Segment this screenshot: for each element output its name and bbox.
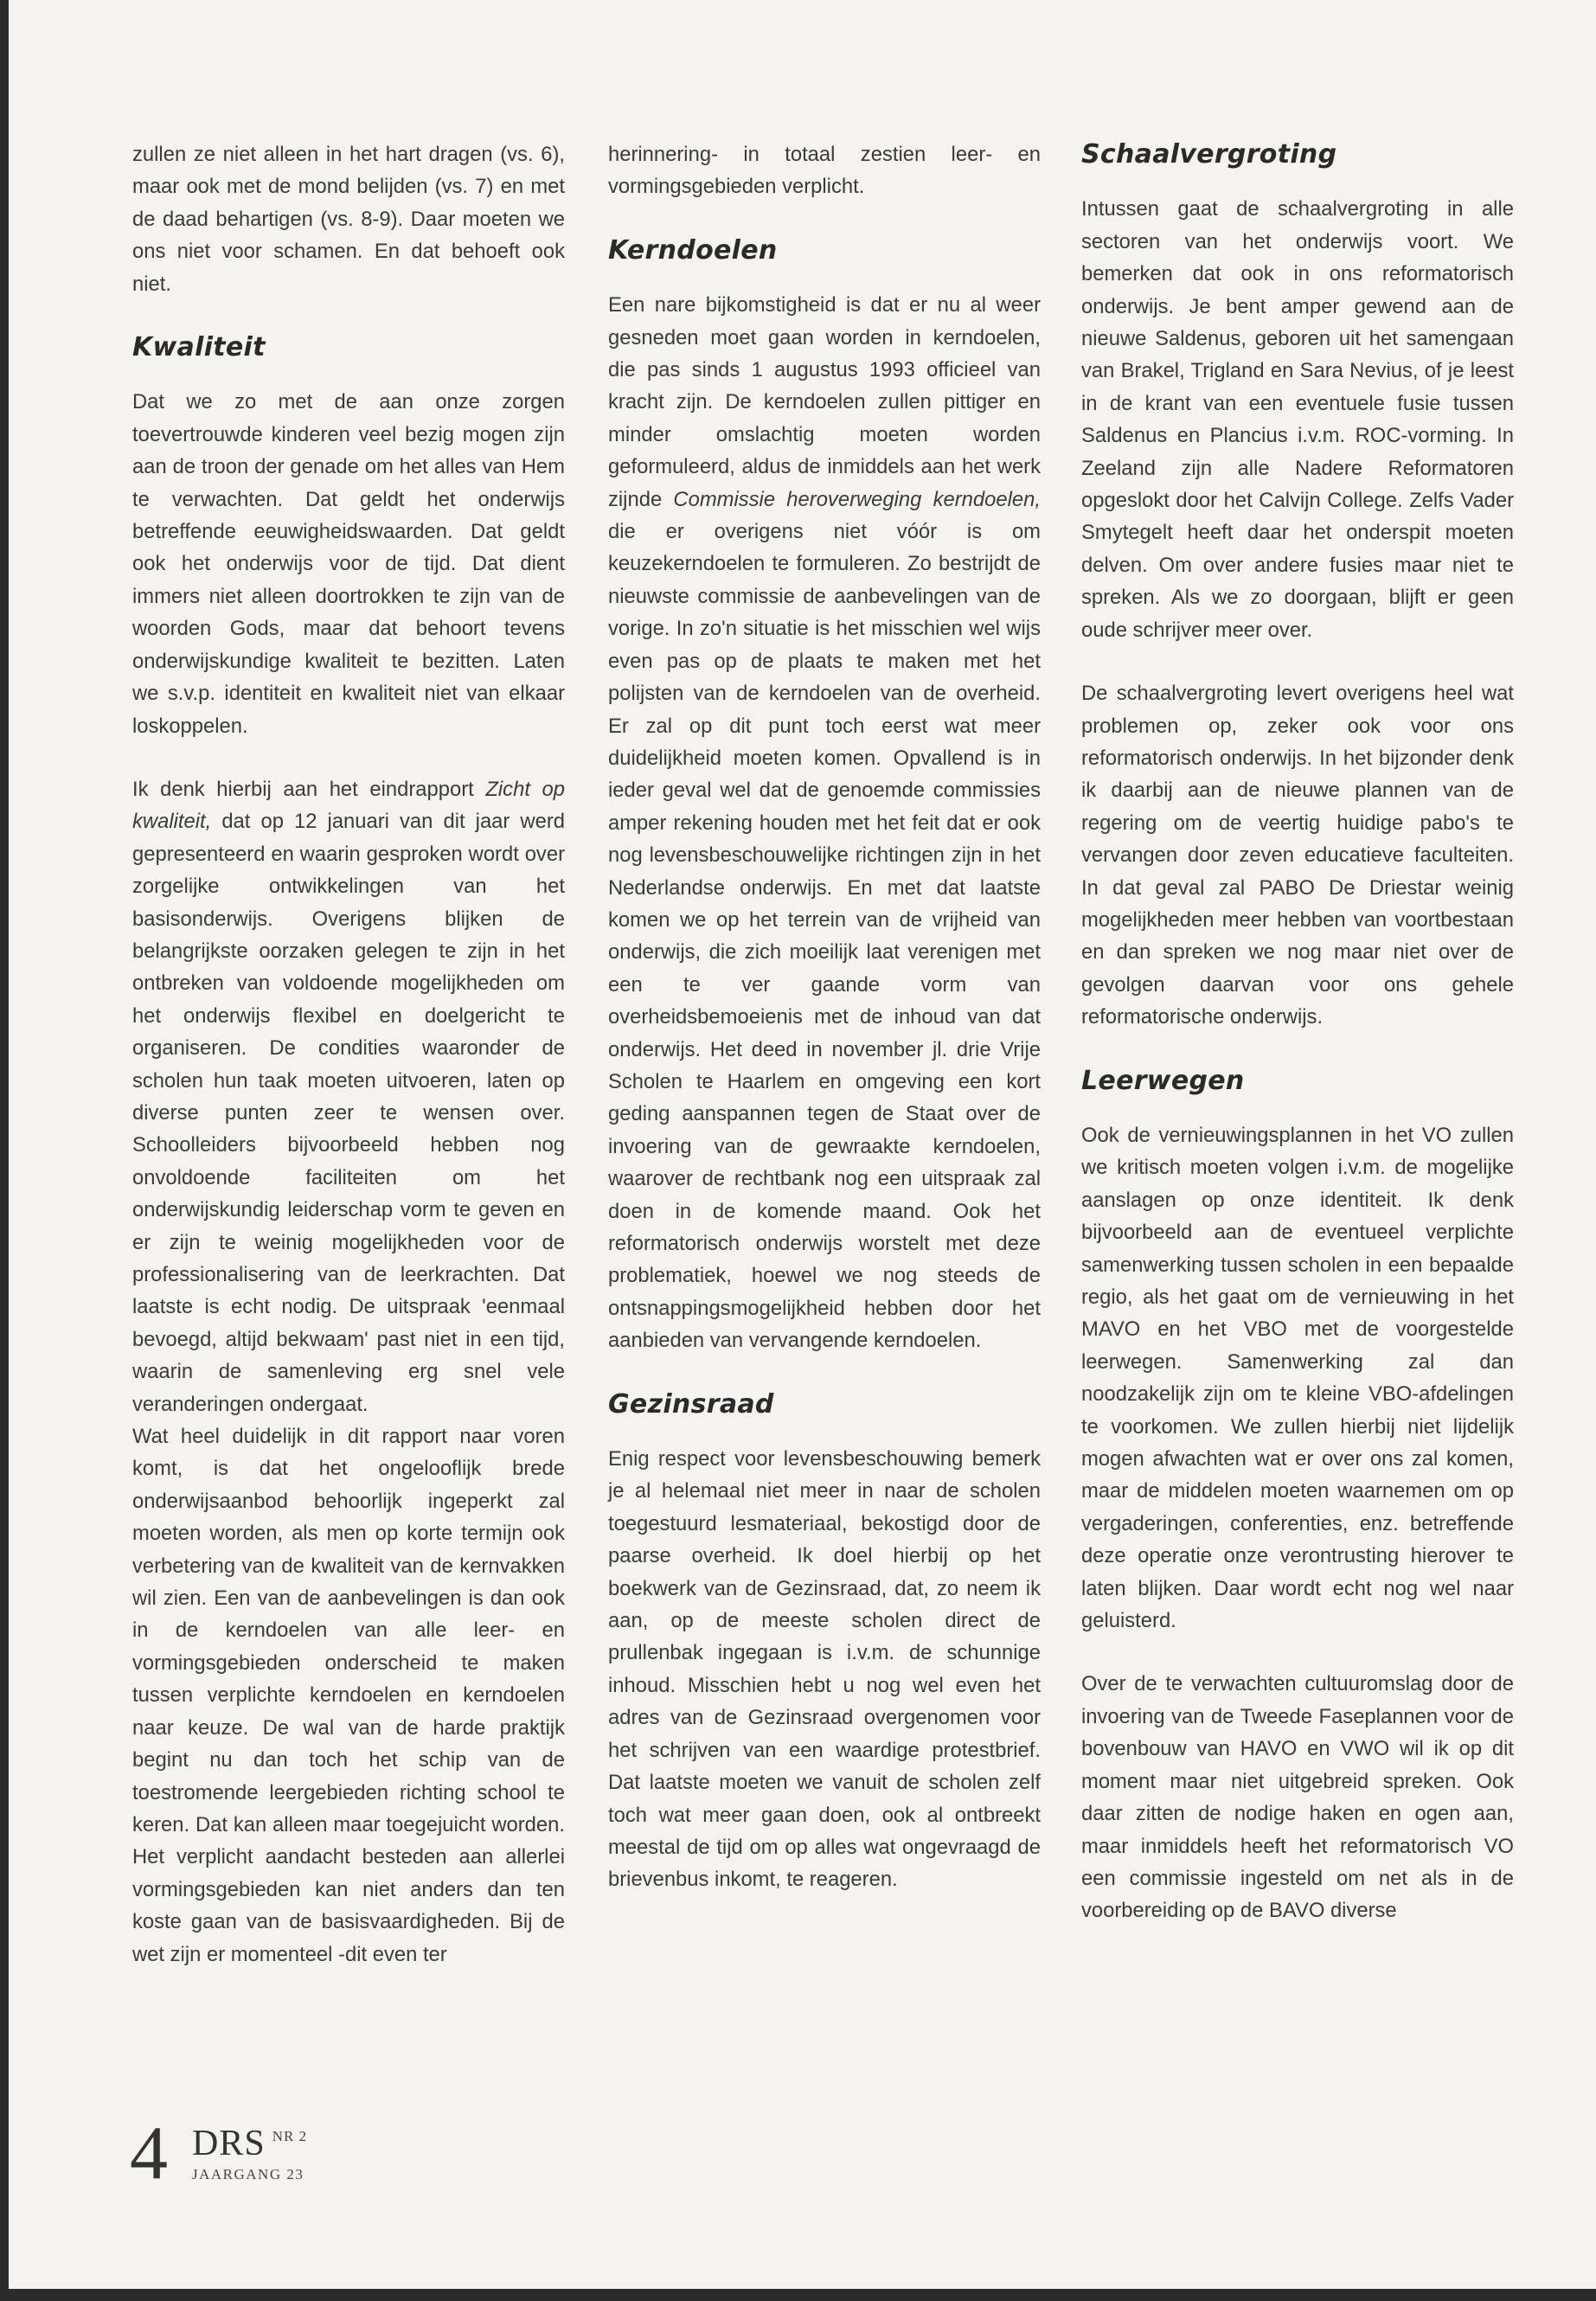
magazine-page: [9, 0, 1596, 2289]
paragraph: De schaalvergroting levert overigens heel wat problemen op, zeker ook voor ons reformatorisch onderwijs. In het bijzonder denk ik daarbij aan de nieuwe plannen van de regering om de veertig huidige pabo's te vervangen door zeven educatieve faculteiten. In dat geval zal PABO De Driestar weinig mogelijkheden meer hebben van voortbestaan en dan spreken we nog maar niet over de gevolgen daarvan voor ons gehele reformatorische onderwijs.: [1081, 682, 1514, 1029]
section-heading: Kwaliteit: [132, 332, 266, 363]
paragraph: Over de te verwachten cultuuromslag door de invoering van de Tweede Faseplannen voor de bovenbouw van HAVO en VWO wil ik op dit moment maar niet uitgebreid spreken. Ook daar zitten de nodige haken en ogen aan, maar inmiddels heeft het reformatorisch VO een commissie ingesteld om net als in de voorbereiding op de BAVO diverse: [1081, 1672, 1514, 1923]
paragraph: Intussen gaat de schaalvergroting in alle sectoren van het onderwijs voort. We bemerken dat ook in ons reformatorisch onderwijs. Je bent amper gewend aan de nieuwe Saldenus, geboren uit het samengaan van Brakel, Trigland en Sara Nevius, of je leest in de krant van een eventuele fusie tussen Saldenus en Plancius i.v.m. ROC-vorming. In Zeeland zijn alle Nadere Reformatoren opgeslokt door het Calvijn College. Zelfs Vader Smytegelt heeft daar het onderspit moeten delven. Om over andere fusies maar niet te spreken. Als we zo doorgaan, blijft er geen oude schrijver meer over.: [1081, 197, 1514, 642]
text-column-2: [608, 138, 1041, 1927]
paragraph: herinnering- in totaal zestien leer- en vormingsgebieden verplicht.: [608, 143, 1041, 199]
paragraph-text: Een nare bijkomstigheid is dat er nu al weer gesneden moet gaan worden in kerndoelen, die pas sinds 1 augustus 1993 officieel van kracht zijn. De kerndoelen zullen pittiger en minder omslachtig moeten worden geformuleerd, aldus de inmiddels aan het werk zijnde: [608, 293, 1041, 511]
section-heading: Leerwegen: [1081, 1065, 1245, 1096]
paragraph: Enig respect voor levensbeschouwing bemerk je al helemaal niet meer in naar de scholen toegestuurd lesmateriaal, bekostigd door de paarse overheid. Ik doel hierbij op het boekwerk van de Gezinsraad, dat, zo neem ik aan, op de meeste scholen direct de prullenbak ingegaan is i.v.m. de schunnige inhoud. Misschien hebt u nog wel even het adres van de Gezinsraad overgenomen voor het schrijven van een waardige protestbrief. Dat laatste moeten we vanuit de scholen zelf toch wat meer gaan doen, ook al ontbreekt meestal de tijd om op alles wat ongevraagd de brievenbus inkomt, te reageren.: [608, 1447, 1041, 1892]
paragraph-text: Ik denk hierbij aan het eindrapport: [132, 777, 486, 801]
scan-edge-left: [0, 0, 9, 2301]
page-footer: [130, 2112, 308, 2195]
section-heading: Gezinsraad: [608, 1388, 774, 1420]
paragraph: [132, 773, 565, 1420]
section-heading: Schaalvergroting: [1081, 139, 1337, 170]
paragraph-text: dat op 12 januari van dit jaar werd gepresenteerd en waarin gesproken wordt over zorgelijke ontwikkelingen van het basisonderwijs. Overigens blijken de belangrijkste oorzaken gelegen te zijn in het ontbreken van voldoende mogelijkheden om het onderwijs flexibel en doelgericht te organiseren. De condities waaronder de scholen hun taak moeten uitvoeren, laten op diverse punten zeer te wensen over. Schoolleiders bijvoorbeeld hebben nog onvoldoende faciliteiten om het onderwijskundig leiderschap vorm te geven en er zijn te weinig mogelijkheden voor de professionalisering van de leerkrachten. Dat laatste is echt nodig. De uitspraak 'eenmaal bevoegd, altijd bekwaam' past niet in een tijd, waarin de samenleving erg snel vele veranderingen ondergaat.: [132, 810, 565, 1416]
volume-label: JAARGANG 23: [192, 2166, 304, 2182]
scan-edge-bottom: [0, 2289, 1596, 2301]
paragraph: Dat we zo met de aan onze zorgen toevertrouwde kinderen veel bezig mogen zijn aan de troon der genade om het alles van Hem te verwachten. Dat geldt het onderwijs betreffende eeuwigheidswaarden. Dat geldt ook het onderwijs voor de tijd. Dat dient immers niet alleen doortrokken te zijn van de woorden Gods, maar dat behoort tevens onderwijskundige kwaliteit te bezitten. Laten we s.v.p. identiteit en kwaliteit niet van elkaar loskoppelen.: [132, 390, 565, 738]
text-column-3: [1081, 138, 1514, 1958]
paragraph: zullen ze niet alleen in het hart dragen (vs. 6), maar ook met de mond belijden (vs. 7) en met de daad behartigen (vs. 8-9). Daar moeten we ons niet voor schamen. En dat behoeft ook niet.: [132, 143, 565, 296]
emphasized-title: Zicht op kwaliteit,: [132, 777, 565, 834]
paragraph: Wat heel duidelijk in dit rapport naar voren komt, is dat het ongelooflijk brede onderwijsaanbod behoorlijk ingeperkt zal moeten worden, als men op korte termijn ook verbetering van de kwaliteit van de kernvakken wil zien. Een van de aanbevelingen is dan ook in de kerndoelen van alle leer- en vormingsgebieden onderscheid te maken tussen verplichte kerndoelen en kerndoelen naar keuze. De wal van de harde praktijk begint nu dan toch het schip van de toestromende leergebieden richting school te keren. Dat kan alleen maar toegejuicht worden. Het verplicht aandacht besteden aan allerlei vormingsgebieden kan niet anders dan ten koste gaan van de basisvaardigheden. Bij de wet zijn er momenteel -dit even ter: [132, 1425, 565, 1966]
issue-number: NR 2: [272, 2128, 308, 2144]
emphasized-title: Commissie heroverweging kerndoelen,: [673, 487, 1041, 511]
page-number: 4: [130, 2112, 168, 2195]
paragraph-text: die er overigens niet vóór is om keuzekerndoelen te formuleren. Zo bestrijdt de nieuwste commissie de aanbevelingen van de vorige. In zo'n situatie is het misschien wel wijs even pas op de plaats te maken met het polijsten van de kerndoelen van de overheid. Er zal op dit punt toch eerst wat meer duidelijkheid moeten komen. Opvallend is in ieder geval wel dat de genoemde commissies amper rekening houden met het feit dat er ook nog levensbeschouwelijke richtingen zijn in het Nederlandse onderwijs. En met dat laatste komen we op het terrein van de vrijheid van onderwijs, die zich moeilijk laat verenigen met een te ver gaande vorm van overheidsbemoeienis met de inhoud van dat onderwijs. Het deed in november jl. drie Vrije Scholen te Haarlem en omgeving een kort geding aanspannen tegen de Staat over de invoering van de gewraakte kerndoelen, waarover de rechtbank nog een uitspraak zal doen in de komende maand. Ook het reformatorisch onderwijs worstelt met deze problematiek, hoewel we nog steeds de ontsnappingsmogelijkheid hebben door het aanbieden van vervangende kerndoelen.: [608, 520, 1041, 1353]
paragraph: Ook de vernieuwingsplannen in het VO zullen we kritisch moeten volgen i.v.m. de mogelijke aanslagen op onze identiteit. Ik denk bijvoorbeeld aan de eventueel verplichte samenwerking tussen scholen in een bepaalde regio, als het gaat om de vernieuwing in het MAVO en het VBO met de voorgestelde leerwegen. Samenwerking zal dan noodzakelijk zijn om te kleine VBO-afdelingen te voorkomen. We zullen hierbij niet lijdelijk mogen afwachten wat er over ons zal komen, maar de middelen moeten waarnemen om op vergaderingen, conferenties, enz. betreffende deze operatie onze verontrusting hierover te laten blijken. Daar wordt echt nog wel naar geluisterd.: [1081, 1123, 1514, 1633]
section-heading: Kerndoelen: [608, 234, 778, 266]
text-column-1: [132, 138, 565, 2002]
magazine-masthead: [192, 2126, 307, 2183]
paragraph: [608, 289, 1041, 1356]
magazine-name: DRS: [192, 2124, 266, 2163]
